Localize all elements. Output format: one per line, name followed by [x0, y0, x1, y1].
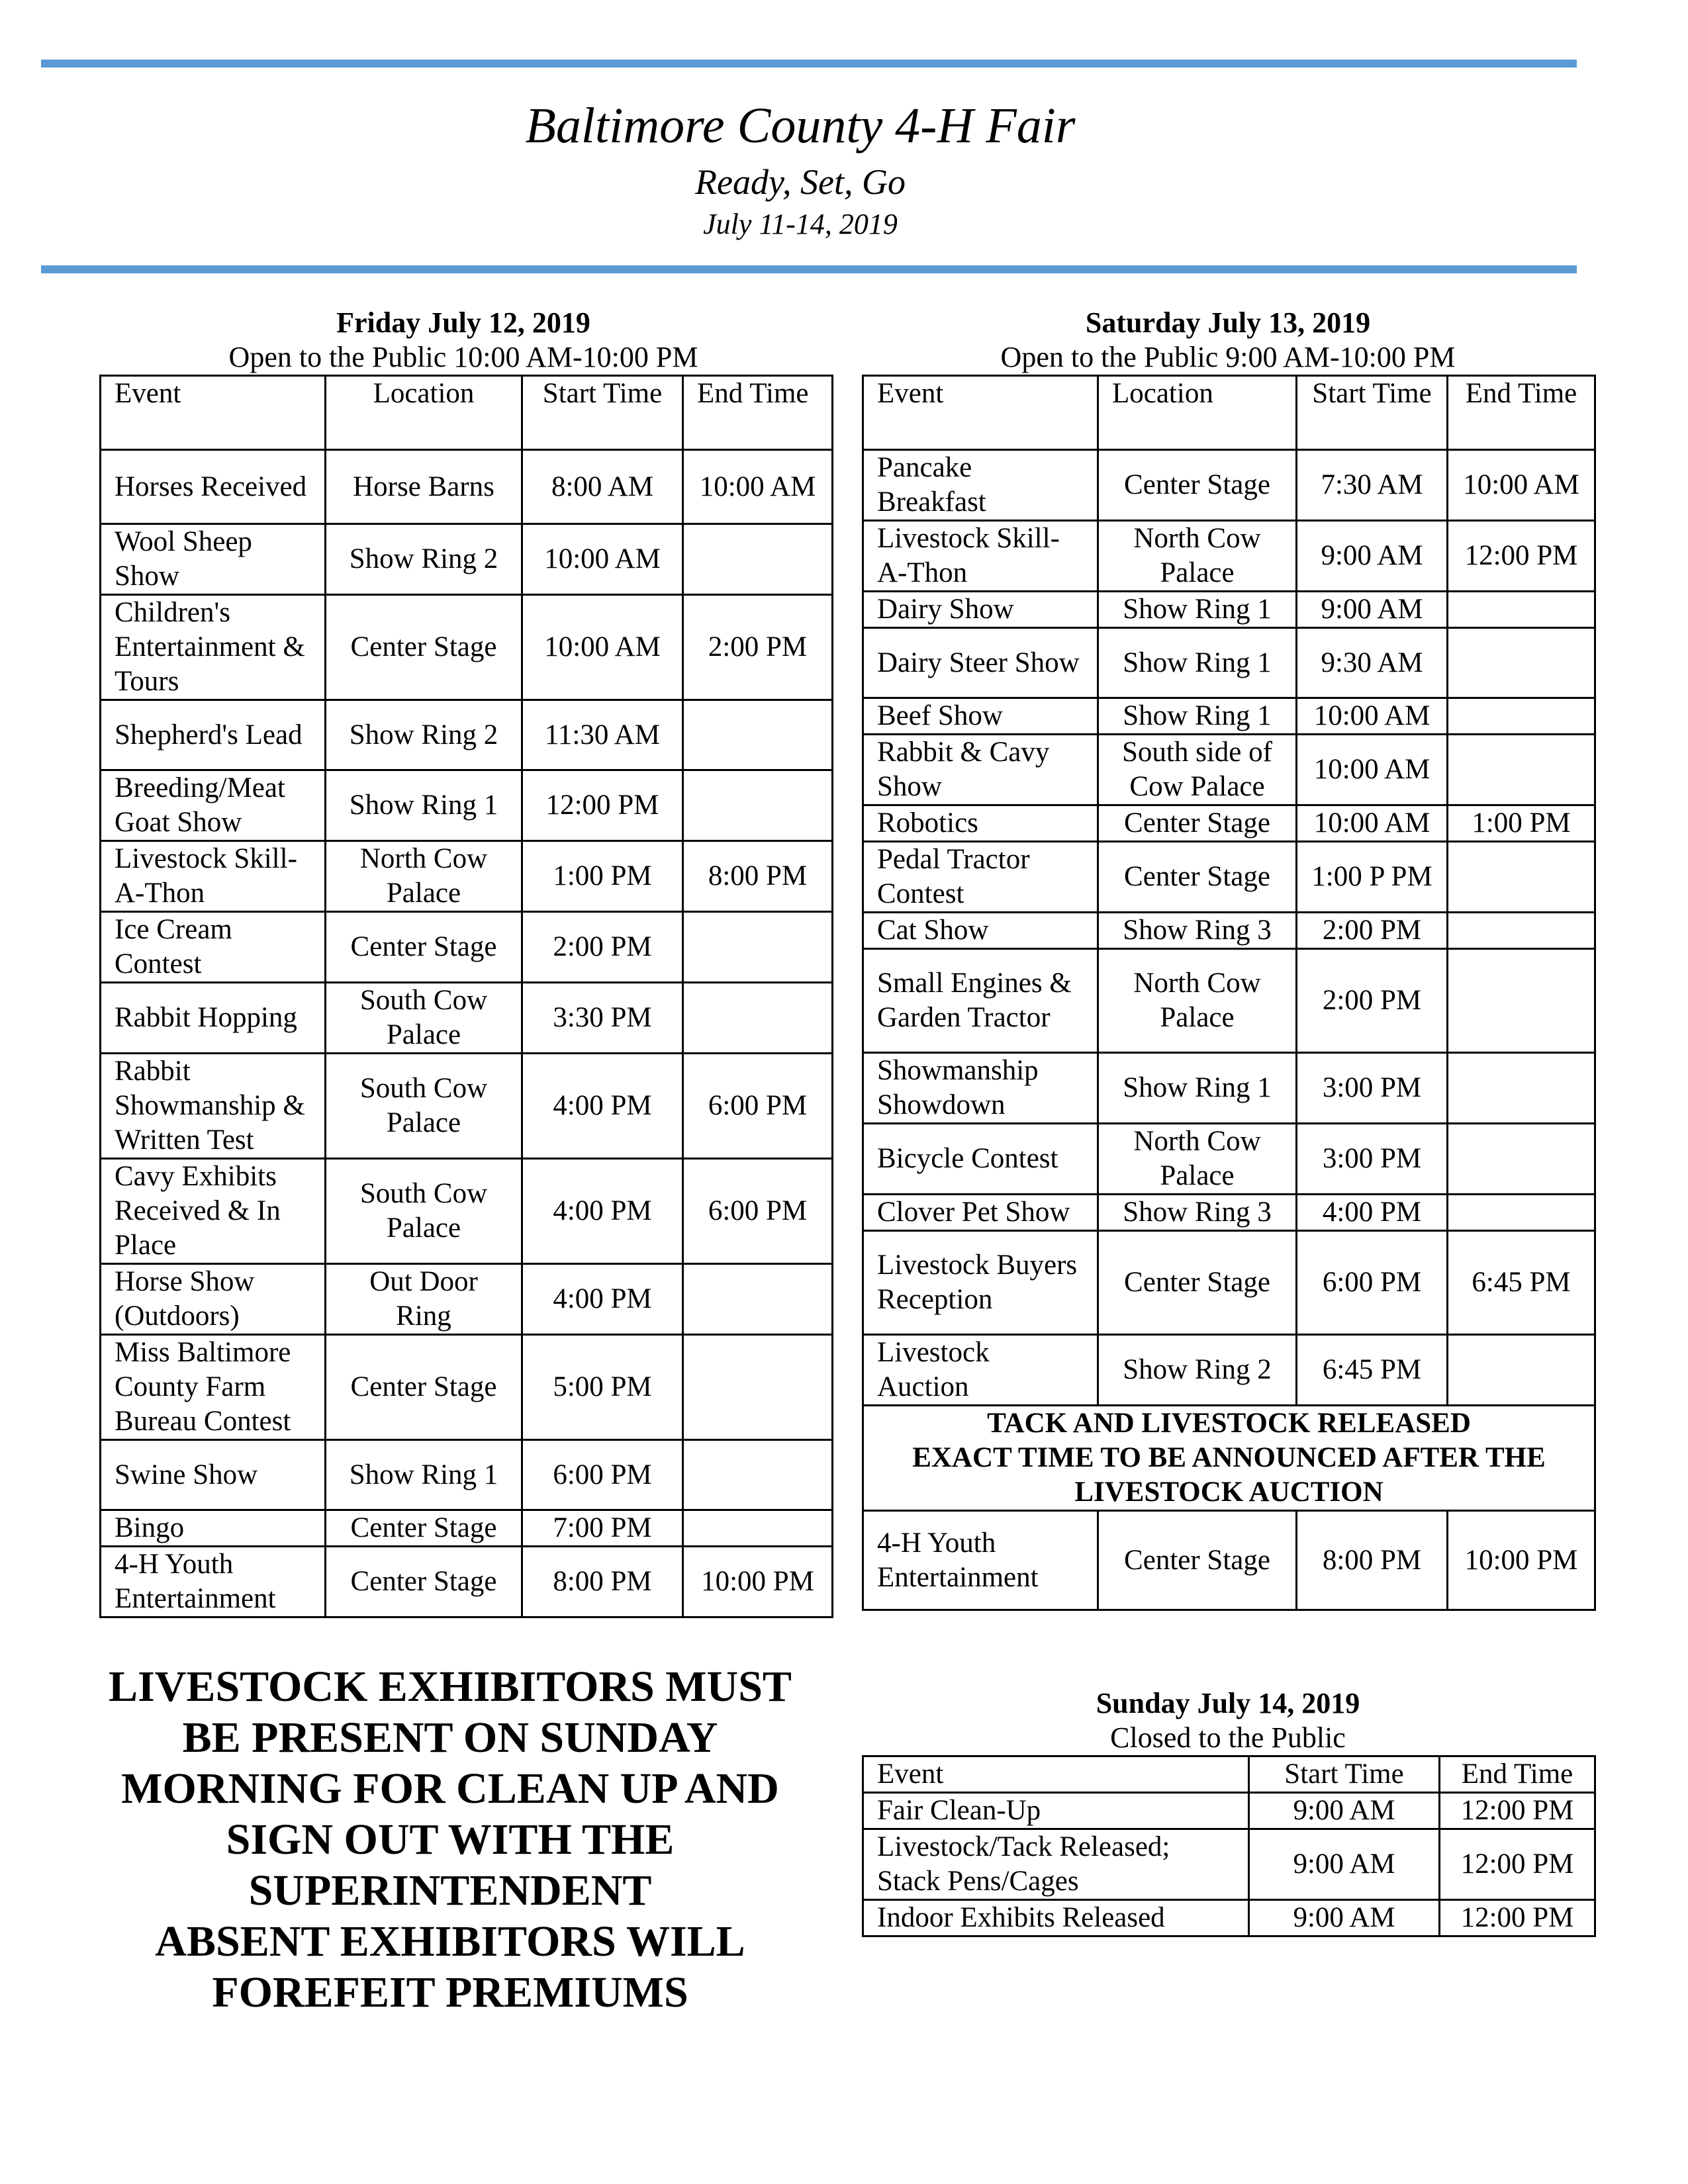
table-row [863, 450, 1595, 521]
end-time-cell [1448, 628, 1595, 698]
location-cell: Horse Barns [326, 450, 522, 524]
location-cell: Center Stage [326, 1547, 522, 1617]
location-cell: North Cow Palace [1098, 949, 1297, 1053]
end-time-cell [683, 983, 833, 1054]
end-time-cell: 6:00 PM [683, 1159, 833, 1264]
page-title: Baltimore County 4-H Fair [525, 98, 1076, 154]
saturday-schedule-table [862, 375, 1596, 1611]
location-cell: Show Ring 1 [326, 770, 522, 841]
location-cell: South Cow Palace [326, 1159, 522, 1264]
table-row [101, 524, 833, 595]
end-time-cell: 10:00 AM [1448, 450, 1595, 521]
start-time-cell: 4:00 PM [1297, 1195, 1448, 1231]
location-cell: Center Stage [326, 595, 522, 700]
location-cell: Center Stage [1098, 1231, 1297, 1335]
end-time-cell: 1:00 PM [1448, 805, 1595, 842]
start-time-cell: 1:00 P PM [1297, 842, 1448, 913]
start-time-cell: 3:00 PM [1297, 1053, 1448, 1124]
location-cell: North Cow Palace [326, 841, 522, 912]
table-row [863, 698, 1595, 735]
end-time-cell: 6:00 PM [683, 1054, 833, 1159]
notice-line: MORNING FOR CLEAN UP AND [121, 1764, 779, 1813]
sunday-rows [863, 1756, 1595, 1936]
table-row [101, 983, 833, 1054]
table-row [863, 1124, 1595, 1195]
event-cell: Beef Show [863, 698, 1098, 735]
start-time-cell: 6:00 PM [522, 1440, 683, 1510]
end-time-cell [1448, 735, 1595, 805]
location-cell: North Cow Palace [1098, 521, 1297, 592]
table-row [863, 1231, 1595, 1335]
event-cell: 4-H Youth Entertainment [101, 1547, 326, 1617]
event-cell: Children's Entertainment & Tours [101, 595, 326, 700]
banner-line: LIVESTOCK AUCTION [1074, 1477, 1383, 1508]
start-time-cell: 9:00 AM [1297, 521, 1448, 592]
end-time-cell [1448, 698, 1595, 735]
end-time-cell: 12:00 PM [1440, 1900, 1595, 1936]
start-time-cell: 10:00 AM [1297, 805, 1448, 842]
start-time-cell: 9:30 AM [1297, 628, 1448, 698]
exhibitor-notice [79, 1661, 821, 2018]
start-time-cell: 11:30 AM [522, 700, 683, 770]
end-time-cell: 8:00 PM [683, 841, 833, 912]
location-cell: Center Stage [1098, 450, 1297, 521]
event-cell: Breeding/Meat Goat Show [101, 770, 326, 841]
event-cell: Rabbit Showmanship & Written Test [101, 1054, 326, 1159]
table-row [863, 1900, 1595, 1936]
start-time-cell: 9:00 AM [1249, 1900, 1440, 1936]
location-cell: North Cow Palace [1098, 1124, 1297, 1195]
end-time-cell: 10:00 PM [1448, 1511, 1595, 1610]
table-row [101, 1054, 833, 1159]
top-rule [41, 60, 1577, 68]
end-time-cell [683, 912, 833, 983]
saturday-date: Saturday July 13, 2019 [1085, 306, 1371, 339]
table-row [863, 1511, 1595, 1610]
column-header: Start Time [1297, 376, 1448, 450]
start-time-cell: 10:00 AM [522, 595, 683, 700]
end-time-cell [683, 1264, 833, 1335]
saturday-heading [862, 306, 1594, 375]
sunday-header-row [863, 1756, 1595, 1793]
event-cell: Indoor Exhibits Released [863, 1900, 1249, 1936]
notice-line: BE PRESENT ON SUNDAY [182, 1713, 718, 1762]
location-cell: South side of Cow Palace [1098, 735, 1297, 805]
location-cell: South Cow Palace [326, 983, 522, 1054]
start-time-cell: 7:30 AM [1297, 450, 1448, 521]
column-header: Start Time [522, 376, 683, 450]
table-row [863, 592, 1595, 628]
table-row [863, 805, 1595, 842]
table-row [101, 1264, 833, 1335]
event-cell: Showmanship Showdown [863, 1053, 1098, 1124]
notice-line: FOREFEIT PREMIUMS [212, 1968, 688, 2017]
friday-hours: Open to the Public 10:00 AM-10:00 PM [228, 341, 698, 373]
location-cell: Show Ring 2 [326, 524, 522, 595]
saturday-hours: Open to the Public 9:00 AM-10:00 PM [1000, 341, 1456, 373]
end-time-cell [1448, 1335, 1595, 1406]
location-cell: Center Stage [1098, 1511, 1297, 1610]
start-time-cell: 10:00 AM [1297, 735, 1448, 805]
table-row [101, 700, 833, 770]
sunday-schedule-table [862, 1755, 1596, 1937]
start-time-cell: 6:45 PM [1297, 1335, 1448, 1406]
start-time-cell: 3:30 PM [522, 983, 683, 1054]
table-row [863, 521, 1595, 592]
end-time-cell [1448, 1124, 1595, 1195]
table-row [863, 628, 1595, 698]
location-cell: Center Stage [1098, 805, 1297, 842]
end-time-cell [683, 1510, 833, 1547]
start-time-cell: 1:00 PM [522, 841, 683, 912]
end-time-cell: 12:00 PM [1448, 521, 1595, 592]
end-time-cell [683, 1440, 833, 1510]
end-time-cell [1448, 1195, 1595, 1231]
start-time-cell: 5:00 PM [522, 1335, 683, 1440]
table-row [101, 912, 833, 983]
event-cell: Robotics [863, 805, 1098, 842]
column-header: End Time [1440, 1756, 1595, 1793]
location-cell: Center Stage [326, 912, 522, 983]
location-cell: Show Ring 1 [1098, 1053, 1297, 1124]
location-cell: Center Stage [326, 1335, 522, 1440]
table-row [101, 841, 833, 912]
column-header: Location [326, 376, 522, 450]
location-cell: Show Ring 1 [1098, 698, 1297, 735]
end-time-cell: 10:00 AM [683, 450, 833, 524]
event-cell: 4-H Youth Entertainment [863, 1511, 1098, 1610]
event-cell: Small Engines & Garden Tractor [863, 949, 1098, 1053]
event-cell: Bicycle Contest [863, 1124, 1098, 1195]
column-header: Location [1098, 376, 1297, 450]
location-cell: Show Ring 2 [326, 700, 522, 770]
end-time-cell: 10:00 PM [683, 1547, 833, 1617]
event-cell: Miss Baltimore County Farm Bureau Contest [101, 1335, 326, 1440]
location-cell: South Cow Palace [326, 1054, 522, 1159]
table-row [863, 1829, 1595, 1900]
location-cell: Show Ring 3 [1098, 1195, 1297, 1231]
table-row [101, 1547, 833, 1617]
end-time-cell: 12:00 PM [1440, 1829, 1595, 1900]
event-cell: Livestock Skill-A-Thon [863, 521, 1098, 592]
friday-date: Friday July 12, 2019 [336, 306, 590, 339]
event-cell: Horses Received [101, 450, 326, 524]
friday-rows [101, 376, 833, 1617]
column-header: Start Time [1249, 1756, 1440, 1793]
event-cell: Pancake Breakfast [863, 450, 1098, 521]
friday-schedule-table [99, 375, 833, 1618]
start-time-cell: 7:00 PM [522, 1510, 683, 1547]
location-cell: Out Door Ring [326, 1264, 522, 1335]
bottom-rule [41, 265, 1577, 273]
table-row [863, 1195, 1595, 1231]
end-time-cell [1448, 949, 1595, 1053]
event-cell: Wool Sheep Show [101, 524, 326, 595]
banner-line: TACK AND LIVESTOCK RELEASED [987, 1408, 1471, 1439]
end-time-cell [683, 770, 833, 841]
release-banner-row [863, 1406, 1595, 1511]
end-time-cell: 12:00 PM [1440, 1793, 1595, 1829]
event-cell: Fair Clean-Up [863, 1793, 1249, 1829]
event-cell: Cat Show [863, 913, 1098, 949]
event-cell: Horse Show (Outdoors) [101, 1264, 326, 1335]
start-time-cell: 6:00 PM [1297, 1231, 1448, 1335]
page-subtitle: Ready, Set, Go [695, 162, 906, 202]
table-row [863, 735, 1595, 805]
fair-dates: July 11-14, 2019 [703, 208, 898, 240]
end-time-cell [1448, 1053, 1595, 1124]
saturday-rows [863, 376, 1595, 1610]
end-time-cell: 2:00 PM [683, 595, 833, 700]
table-row [863, 1793, 1595, 1829]
end-time-cell [683, 1335, 833, 1440]
event-cell: Livestock Auction [863, 1335, 1098, 1406]
location-cell: Show Ring 1 [1098, 592, 1297, 628]
start-time-cell: 10:00 AM [522, 524, 683, 595]
friday-heading [99, 306, 827, 375]
end-time-cell [1448, 913, 1595, 949]
start-time-cell: 10:00 AM [1297, 698, 1448, 735]
event-cell: Clover Pet Show [863, 1195, 1098, 1231]
start-time-cell: 4:00 PM [522, 1159, 683, 1264]
location-cell: Center Stage [326, 1510, 522, 1547]
end-time-cell [683, 700, 833, 770]
start-time-cell: 8:00 AM [522, 450, 683, 524]
end-time-cell: 6:45 PM [1448, 1231, 1595, 1335]
start-time-cell: 2:00 PM [522, 912, 683, 983]
table-row [101, 1335, 833, 1440]
sunday-date: Sunday July 14, 2019 [1096, 1687, 1360, 1719]
table-row [101, 450, 833, 524]
friday-header-row [101, 376, 833, 450]
table-row [101, 595, 833, 700]
event-cell: Bingo [101, 1510, 326, 1547]
start-time-cell: 4:00 PM [522, 1054, 683, 1159]
end-time-cell [683, 524, 833, 595]
table-row [863, 913, 1595, 949]
start-time-cell: 9:00 AM [1249, 1793, 1440, 1829]
event-cell: Pedal Tractor Contest [863, 842, 1098, 913]
sunday-hours: Closed to the Public [1110, 1721, 1346, 1754]
start-time-cell: 2:00 PM [1297, 913, 1448, 949]
column-header: End Time [1448, 376, 1595, 450]
event-cell: Cavy Exhibits Received & In Place [101, 1159, 326, 1264]
table-row [863, 842, 1595, 913]
event-cell: Shepherd's Lead [101, 700, 326, 770]
start-time-cell: 9:00 AM [1297, 592, 1448, 628]
notice-line: ABSENT EXHIBITORS WILL [155, 1917, 745, 1966]
table-row [863, 1053, 1595, 1124]
column-header: Event [101, 376, 326, 450]
event-cell: Rabbit Hopping [101, 983, 326, 1054]
notice-line: SUPERINTENDENT [248, 1866, 652, 1915]
column-header: Event [863, 376, 1098, 450]
end-time-cell [1448, 842, 1595, 913]
event-cell: Dairy Show [863, 592, 1098, 628]
location-cell: Show Ring 1 [1098, 628, 1297, 698]
table-row [101, 1510, 833, 1547]
event-cell: Livestock Buyers Reception [863, 1231, 1098, 1335]
banner-line: EXACT TIME TO BE ANNOUNCED AFTER THE [912, 1442, 1546, 1473]
start-time-cell: 12:00 PM [522, 770, 683, 841]
location-cell: Show Ring 2 [1098, 1335, 1297, 1406]
event-cell: Livestock Skill-A-Thon [101, 841, 326, 912]
end-time-cell [1448, 592, 1595, 628]
table-row [863, 1335, 1595, 1406]
table-row [863, 949, 1595, 1053]
sunday-heading [862, 1686, 1594, 1755]
notice-line: SIGN OUT WITH THE [226, 1815, 675, 1864]
table-row [101, 1159, 833, 1264]
table-row [101, 770, 833, 841]
notice-line: LIVESTOCK EXHIBITORS MUST [109, 1662, 792, 1711]
location-cell: Show Ring 1 [326, 1440, 522, 1510]
event-cell: Livestock/Tack Released; Stack Pens/Cages [863, 1829, 1249, 1900]
table-row [101, 1440, 833, 1510]
column-header: End Time [683, 376, 833, 450]
start-time-cell: 8:00 PM [522, 1547, 683, 1617]
location-cell: Show Ring 3 [1098, 913, 1297, 949]
event-cell: Rabbit & Cavy Show [863, 735, 1098, 805]
event-cell: Swine Show [101, 1440, 326, 1510]
saturday-header-row [863, 376, 1595, 450]
location-cell: Center Stage [1098, 842, 1297, 913]
start-time-cell: 8:00 PM [1297, 1511, 1448, 1610]
start-time-cell: 2:00 PM [1297, 949, 1448, 1053]
release-banner [863, 1406, 1595, 1511]
start-time-cell: 4:00 PM [522, 1264, 683, 1335]
event-cell: Ice Cream Contest [101, 912, 326, 983]
event-cell: Dairy Steer Show [863, 628, 1098, 698]
column-header: Event [863, 1756, 1249, 1793]
start-time-cell: 3:00 PM [1297, 1124, 1448, 1195]
start-time-cell: 9:00 AM [1249, 1829, 1440, 1900]
